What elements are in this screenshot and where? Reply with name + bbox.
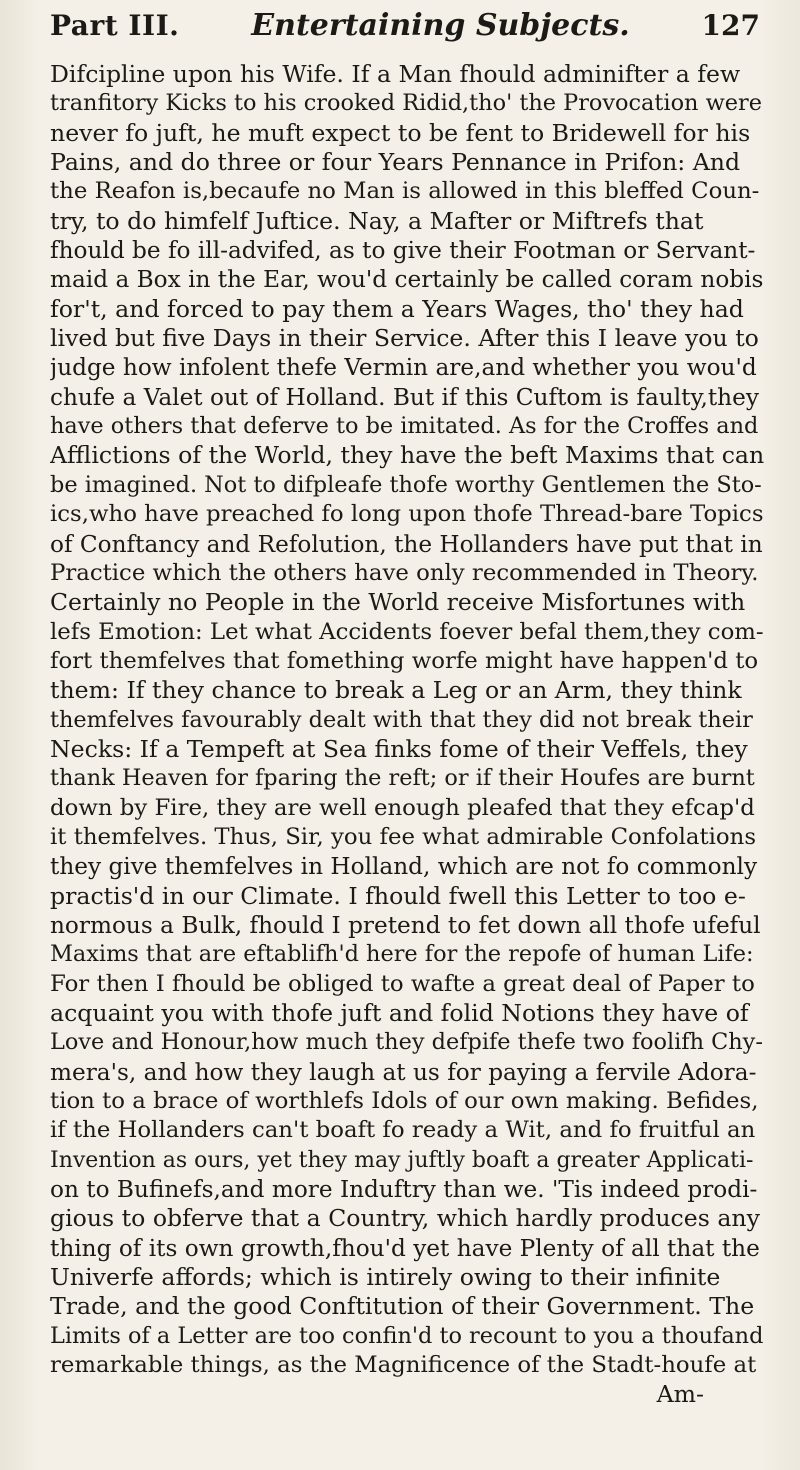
text-line: maid a Box in the Ear, wou'd certainly be called coram nobis <box>50 266 764 294</box>
text-line: thank Heaven for fparing the reft; or if their Houfes are burnt <box>50 765 755 792</box>
text-line: lefs Emotion: Let what Accidents foever befal them,they com- <box>50 618 764 645</box>
text-line: they give themfelves in Holland, which are not fo commonly <box>50 853 758 881</box>
page-number: 127 <box>701 9 760 42</box>
text-line: Pains, and do three or four Years Pennance in Prifon: And <box>50 148 741 177</box>
text-line: Limits of a Letter are too confin'd to recount to you a thoufand <box>50 1322 764 1349</box>
running-header <box>50 8 764 56</box>
text-line: it themfelves. Thus, Sir, you fee what admirable Confolations <box>50 823 757 850</box>
text-line: for't, and forced to pay them a Years Wages, tho' they had <box>50 294 744 323</box>
text-line: tranfitory Kicks to his crooked Ridid,tho' the Provocation were <box>50 90 762 117</box>
text-line: ics,who have preached fo long upon thofe Thread-bare Topics <box>50 501 764 528</box>
text-line: have others that deferve to be imitated. As for the Croffes and <box>50 413 759 440</box>
text-line: Certainly no People in the World receive Misfortunes with <box>50 588 746 617</box>
text-line: remarkable things, as the Magnificence of the Stadt-houfe at <box>50 1352 757 1379</box>
text-line: themfelves favourably dealt with that they did not break their <box>50 706 753 733</box>
text-line: normous a Bulk, fhould I pretend to fet down all thofe ufeful <box>50 911 761 939</box>
text-line: tion to a brace of worthlefs Idols of our own making. Befides, <box>50 1088 759 1115</box>
text-line: acquaint you with thofe juft and folid Notions they have of <box>50 999 749 1027</box>
text-line: Difcipline upon his Wife. If a Man fhould adminifter a few <box>50 60 741 88</box>
text-line: Univerfe affords; which is intirely owing to their infinite <box>50 1263 721 1292</box>
text-line: the Reafon is,becaufe no Man is allowed in this bleffed Coun- <box>50 178 760 205</box>
text-line: Practice which the others have only recommended in Theory. <box>50 559 759 586</box>
text-line: judge how infolent thefe Vermin are,and whether you wou'd <box>50 354 757 382</box>
text-line: Necks: If a Tempeft at Sea finks fome of their Veffels, they <box>50 734 748 763</box>
text-line: down by Fire, they are well enough pleafed that they efcap'd <box>50 794 755 821</box>
text-line: Am- <box>656 1380 704 1409</box>
text-line: Maxims that are eftablifh'd here for the repofe of human Life: <box>50 941 754 968</box>
text-line: For then I fhould be obliged to wafte a great deal of Paper to <box>50 970 755 997</box>
text-line: Trade, and the good Conftitution of their Government. The <box>50 1292 755 1321</box>
running-title: Entertaining Subjects. <box>251 8 630 43</box>
text-line: chufe a Valet out of Holland. But if this Cuftom is faulty,they <box>50 383 759 411</box>
text-line: Invention as ours, yet they may juftly boaft a greater Applicati- <box>50 1147 754 1173</box>
text-line: them: If they chance to break a Leg or an Arm, they think <box>50 676 742 705</box>
text-line: never fo juft, he muft expect to be fent to Bridewell for his <box>50 118 751 147</box>
text-line: be imagined. Not to difpleafe thofe worthy Gentlemen the Sto- <box>50 471 762 498</box>
text-line: gious to obferve that a Country, which hardly produces any <box>50 1204 760 1233</box>
text-line: fort themfelves that fomething worfe might have happen'd to <box>50 647 759 674</box>
part-label: Part III. <box>50 9 180 42</box>
text-line: mera's, and how they laugh at us for paying a fervile Adora- <box>50 1058 757 1086</box>
text-line: try, to do himfelf Juftice. Nay, a Mafter or Miftrefs that <box>50 206 704 235</box>
text-line: if the Hollanders can't boaft fo ready a Wit, and fo fruitful an <box>50 1117 756 1144</box>
text-line: fhould be fo ill-advifed, as to give their Footman or Servant- <box>50 237 756 265</box>
body-text <box>50 60 764 1410</box>
text-line: lived but five Days in their Service. After this I leave you to <box>50 324 759 353</box>
text-line: Afflictions of the World, they have the beft Maxims that can <box>50 441 764 470</box>
text-line: Love and Honour,how much they defpife thefe two foolifh Chy- <box>50 1029 763 1056</box>
text-line: on to Bufinefs,and more Induftry than we. 'Tis indeed prodi- <box>50 1176 758 1204</box>
text-line: practis'd in our Climate. I fhould fwell this Letter to too e- <box>50 881 746 910</box>
text-line: thing of its own growth,fhou'd yet have Plenty of all that the <box>50 1234 760 1262</box>
text-line: of Conftancy and Refolution, the Hollanders have put that in <box>50 530 763 558</box>
